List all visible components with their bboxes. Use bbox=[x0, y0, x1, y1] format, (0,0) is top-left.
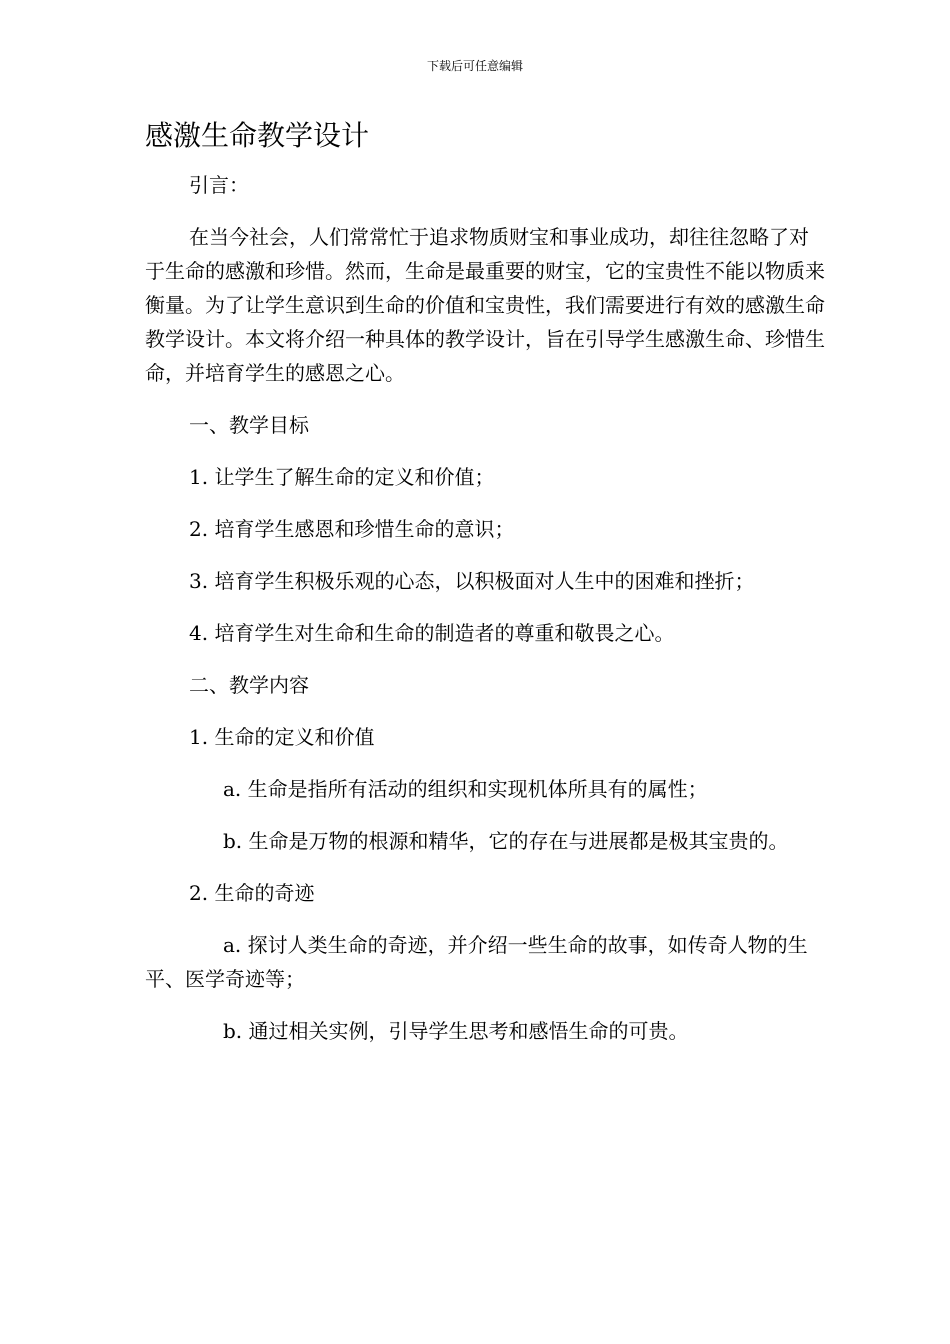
content-sub1-heading: 1. 生命的定义和价值 bbox=[189, 725, 375, 749]
document-body bbox=[145, 168, 825, 1066]
content-sub1-item-a: a. 生命是指所有活动的组织和实现机体所具有的属性； bbox=[223, 777, 708, 801]
content-sub2-item-b: b. 通过相关实例，引导学生思考和感悟生命的可贵。 bbox=[223, 1019, 689, 1043]
content-sub1-item-b: b. 生命是万物的根源和精华，它的存在与进展都是极其宝贵的。 bbox=[223, 829, 789, 853]
header-note: 下载后可任意编辑 bbox=[426, 59, 523, 73]
intro-heading: 引言： bbox=[189, 173, 249, 197]
objective-item-3: 3. 培育学生积极乐观的心态，以积极面对人生中的困难和挫折； bbox=[189, 569, 755, 593]
document-title: 感激生命教学设计 bbox=[145, 119, 370, 152]
objective-item-4: 4. 培育学生对生命和生命的制造者的尊重和敬畏之心。 bbox=[189, 621, 675, 645]
content-sub2-item-a: a. 探讨人类生命的奇迹，并介绍一些生命的故事，如传奇人物的生平、医学奇迹等； bbox=[145, 933, 808, 991]
content-sub2-heading: 2. 生命的奇迹 bbox=[189, 881, 315, 905]
objective-item-2: 2. 培育学生感恩和珍惜生命的意识； bbox=[189, 517, 515, 541]
section2-heading: 二、教学内容 bbox=[189, 673, 309, 697]
objective-item-1: 1. 让学生了解生命的定义和价值； bbox=[189, 465, 495, 489]
intro-paragraph: 在当今社会，人们常常忙于追求物质财宝和事业成功，却往往忽略了对于生命的感激和珍惜。然而，生命是最重要的财宝，它的宝贵性不能以物质来衡量。为了让学生意识到生命的价值和宝贵性，我们需要进行有效的感激生命教学设计。本文将介绍一种具体的教学设计，旨在引导学生感激生命、珍惜生命，并培育学生的感恩之心。 bbox=[145, 225, 825, 385]
section1-heading: 一、教学目标 bbox=[189, 413, 309, 437]
